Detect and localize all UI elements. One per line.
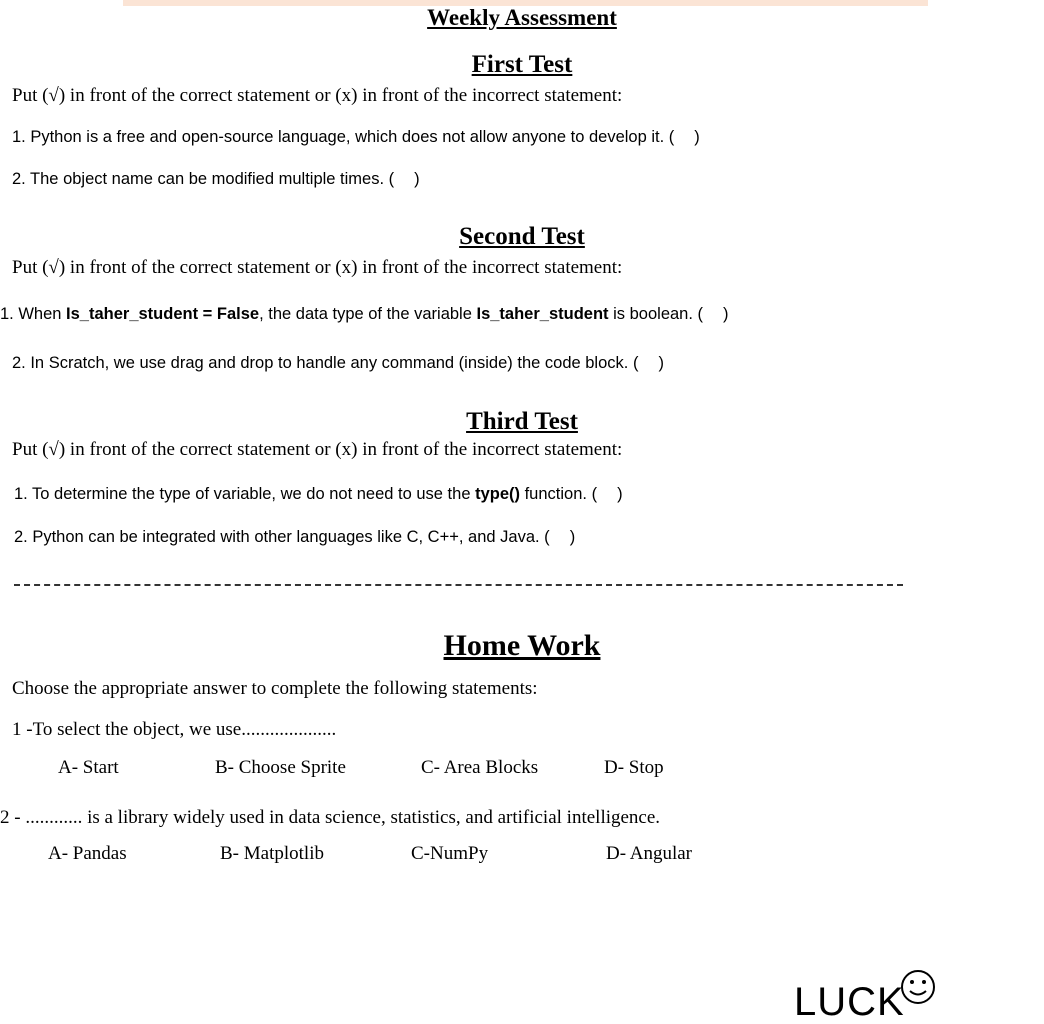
first-test-q2: 2. The object name can be modified multiple times. ( ) bbox=[12, 170, 420, 188]
q2-text: 2. In Scratch, we use drag and drop to handle any command (inside) the code block. bbox=[12, 354, 629, 372]
first-test-q1: 1. Python is a free and open-source language, which does not allow anyone to develop it. ( ) bbox=[12, 128, 700, 146]
q1-code: type() bbox=[475, 485, 521, 503]
q2-text: 2. The object name can be modified multiple times. bbox=[12, 170, 385, 188]
first-test-heading: First Test bbox=[471, 51, 573, 78]
third-test-q2: 2. Python can be integrated with other languages like C, C++, and Java. ( ) bbox=[14, 528, 576, 546]
q1-code: Is_taher_student = False bbox=[66, 305, 260, 323]
homework-q2: 2 - ............ is a library widely used in data science, statistics, and artificial intelligence. bbox=[0, 807, 661, 828]
q1-part: is boolean. bbox=[608, 305, 693, 323]
q1-part: function. bbox=[520, 485, 587, 503]
homework-q1: 1 -To select the object, we use.................... bbox=[12, 719, 337, 740]
q1-option-d: D- Stop bbox=[604, 757, 664, 778]
good-luck-text: LUCK bbox=[794, 980, 905, 1024]
q2-option-b: B- Matplotlib bbox=[220, 843, 324, 864]
second-test-q2: 2. In Scratch, we use drag and drop to handle any command (inside) the code block. ( ) bbox=[12, 354, 664, 372]
smiley-face-icon bbox=[898, 967, 938, 1007]
q2-text: 2. Python can be integrated with other languages like C, C++, and Java. bbox=[14, 528, 540, 546]
second-test-q1: 1. When Is_taher_student = False, the data type of the variable Is_taher_student is boolean. ( ) bbox=[0, 305, 729, 323]
section-divider bbox=[14, 584, 903, 586]
second-test-instruction: Put (√) in front of the correct statement or (x) in front of the incorrect statement: bbox=[12, 257, 623, 278]
q1-part: , the data type of the variable bbox=[259, 305, 477, 323]
q1-text: 1. Python is a free and open-source language, which does not allow anyone to develop it. bbox=[12, 128, 665, 146]
q2-option-c: C-NumPy bbox=[411, 843, 489, 864]
third-test-heading: Third Test bbox=[466, 408, 578, 435]
second-test-heading: Second Test bbox=[459, 223, 585, 250]
q1-option-b: B- Choose Sprite bbox=[215, 757, 346, 778]
third-test-q1: 1. To determine the type of variable, we do not need to use the type() function. ( ) bbox=[14, 485, 623, 503]
third-test-instruction: Put (√) in front of the correct statement or (x) in front of the incorrect statement: bbox=[12, 439, 623, 460]
q2-option-d: D- Angular bbox=[606, 843, 693, 864]
homework-instruction: Choose the appropriate answer to complete the following statements: bbox=[12, 678, 538, 699]
q1-code: Is_taher_student bbox=[476, 305, 609, 323]
first-test-instruction: Put (√) in front of the correct statement or (x) in front of the incorrect statement: bbox=[12, 85, 623, 106]
q2-option-a: A- Pandas bbox=[48, 843, 127, 864]
q1-part: 1. When bbox=[0, 305, 67, 323]
homework-heading: Home Work bbox=[443, 629, 601, 662]
q1-option-a: A- Start bbox=[58, 757, 119, 778]
q1-option-c: C- Area Blocks bbox=[421, 757, 539, 778]
q1-part: 1. To determine the type of variable, we do not need to use the bbox=[14, 485, 476, 503]
page-title: Weekly Assessment bbox=[427, 5, 617, 30]
